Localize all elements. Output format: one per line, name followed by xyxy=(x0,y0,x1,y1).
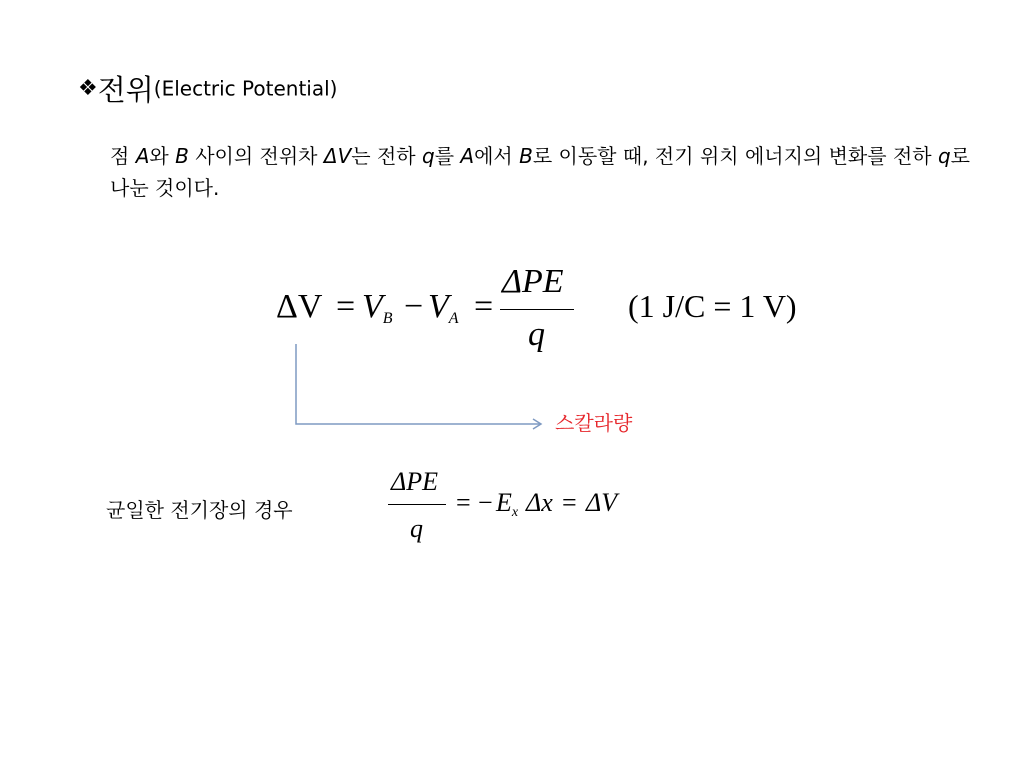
text-run: 는 전하 xyxy=(351,144,422,168)
text-run: 에서 xyxy=(474,144,520,168)
text-run: 로 나눈 것이다. xyxy=(110,144,970,200)
delta-v-symbol: ΔV xyxy=(323,144,352,168)
minus-sign: − xyxy=(478,488,493,517)
equals-sign: = xyxy=(456,488,471,517)
title-korean: 전위 xyxy=(97,73,154,107)
text-run: 를 xyxy=(434,144,461,168)
delta-x xyxy=(526,488,553,518)
point-b: B xyxy=(175,144,189,168)
point-a: A xyxy=(460,144,475,168)
delta-pe: ΔPE xyxy=(502,263,564,300)
delta-pe: ΔPE xyxy=(391,467,439,496)
charge-q: q xyxy=(528,316,545,353)
delta-v: ΔV xyxy=(276,288,323,325)
uniform-field-label: 균일한 전기장의 경우 xyxy=(106,498,293,522)
delta-x-text: Δx xyxy=(526,488,553,517)
fraction-numerator xyxy=(391,467,438,497)
title-english: (Electric Potential) xyxy=(153,76,338,101)
charge-q: q xyxy=(421,144,435,168)
subscript-b: B xyxy=(382,310,393,327)
text-run: 와 xyxy=(149,144,176,168)
v-symbol: V xyxy=(362,288,383,325)
charge-q: q xyxy=(410,514,423,543)
text-run: 사이의 전위차 xyxy=(188,144,324,168)
v-symbol: V xyxy=(428,288,449,325)
text-run: 점 xyxy=(110,144,136,168)
diamond-bullet-icon: ❖ xyxy=(78,76,98,101)
minus-sign: − xyxy=(404,288,424,325)
fraction-bar xyxy=(388,504,446,505)
e-x-term xyxy=(496,488,518,521)
scalar-quantity-label: 스칼라량 xyxy=(555,411,633,435)
subscript-x: x xyxy=(511,505,519,520)
equals-sign: = xyxy=(336,288,356,325)
fraction-denominator xyxy=(410,514,423,544)
point-b: B xyxy=(519,144,533,168)
equals-sign: = xyxy=(474,288,494,325)
unit-note: (1 J/C = 1 V) xyxy=(628,288,797,324)
field-e: E xyxy=(496,488,512,517)
delta-v-text: ΔV xyxy=(586,488,618,517)
subscript-a: A xyxy=(448,310,459,327)
delta-v xyxy=(586,488,617,518)
text-run: 로 이동할 때, 전기 위치 에너지의 변화를 전하 xyxy=(532,144,938,168)
charge-q: q xyxy=(937,144,951,168)
point-a: A xyxy=(135,144,150,168)
equals-sign: = xyxy=(562,488,577,517)
